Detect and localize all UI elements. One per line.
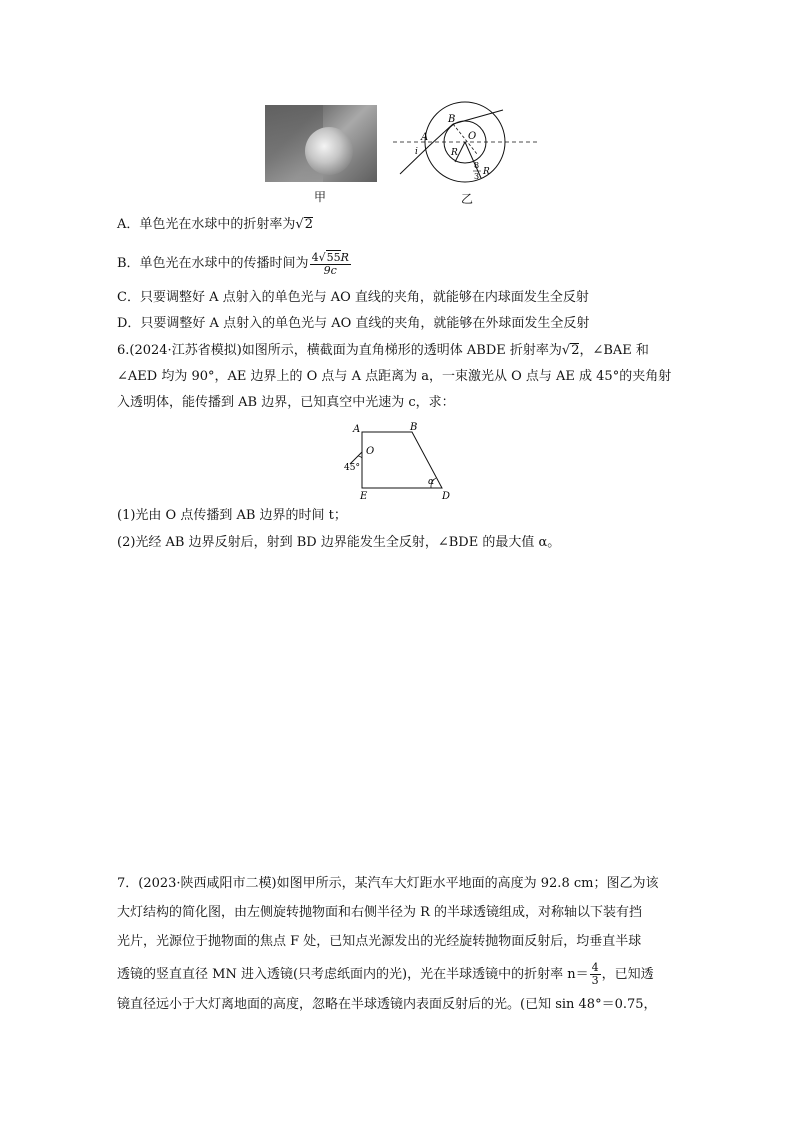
label-R3: 3	[474, 172, 480, 181]
fig-label-A: A	[353, 424, 361, 435]
fig-label-B: B	[410, 422, 418, 433]
q6-line3: 入透明体，能传播到 AB 边界，已知真空中光速为 c，求：	[117, 395, 455, 410]
label-B: B	[448, 114, 456, 125]
option-A: A．单色光在水球中的折射率为√2	[117, 217, 313, 232]
option-B-fraction: $\frac{4√55R}{9c}$	[311, 251, 349, 277]
q7-line4: 透镜的竖直直径 MN 进入透镜(只考虑纸面内的光)，光在半球透镜中的折射率 n＝ $\frac{4}{3}$ ，已知透	[117, 961, 654, 987]
label-Rbig: R	[483, 167, 490, 177]
fig-label-E: E	[360, 491, 368, 500]
angle-arc-45	[358, 456, 362, 458]
label-R8: 8	[474, 161, 480, 170]
option-B: B．单色光在水球中的传播时间为 $\frac{4√55R}{9c}$	[117, 251, 349, 277]
fig-label-O: O	[366, 446, 375, 457]
q6-sub1: (1)光由 O 点传播到 AB 边界的时间 t；	[117, 508, 347, 523]
caption-yi: 乙	[461, 192, 474, 206]
label-O: O	[468, 131, 477, 142]
q6-sub2: (2)光经 AB 边界反射后，射到 BD 边界能发生全反射，∠BDE 的最大值 α。	[117, 535, 561, 550]
refracted-ray	[429, 124, 453, 146]
q7-line5: 镜直径远小于大灯离地面的高度，忽略在半球透镜内表面反射后的光。(已知 sin 48°＝0.75，	[117, 997, 657, 1012]
water-ball-diagram	[385, 100, 545, 192]
q7-line1: 7．(2023·陕西咸阳市二模)如图甲所示，某汽车大灯距水平地面的高度为 92.8 cm；图乙为该	[117, 876, 659, 891]
q7-line2: 大灯结构的简化图，由左侧旋转抛物面和右侧半径为 R 的半球透镜组成，对称轴以下装有挡	[117, 905, 643, 920]
exit-ray	[453, 110, 503, 124]
fig-label-D: D	[442, 491, 451, 500]
label-i: i	[415, 147, 418, 157]
label-A: A	[421, 132, 429, 143]
option-D: D．只要调整好 A 点射入的单色光与 AO 直线的夹角，就能够在外球面发生全反射	[117, 316, 590, 331]
q6-line1: 6.(2024·江苏省模拟)如图所示，横截面为直角梯形的透明体 ABDE 折射率为√2，∠BAE 和	[117, 343, 649, 358]
fig-label-45: 45°	[344, 463, 360, 473]
option-C: C．只要调整好 A 点射入的单色光与 AO 直线的夹角，就能够在内球面发生全反射	[117, 290, 589, 305]
caption-jia: 甲	[314, 190, 327, 204]
q7-fraction: $\frac{4}{3}$	[591, 961, 599, 987]
trapezoid-figure	[330, 420, 460, 500]
photo-ball	[305, 127, 353, 175]
q7-line3: 光片，光源位于抛物面的焦点 F 处，已知点光源发出的光经旋转抛物面反射后，均垂直半球	[117, 934, 642, 949]
water-ball-photo	[265, 105, 377, 182]
label-R: R	[451, 148, 458, 158]
q6-line2: ∠AED 均为 90°，AE 边界上的 O 点与 A 点距离为 a，一束激光从 O 点与 AE 成 45°的夹角射	[117, 369, 672, 384]
fig-label-alpha: α	[428, 477, 435, 487]
